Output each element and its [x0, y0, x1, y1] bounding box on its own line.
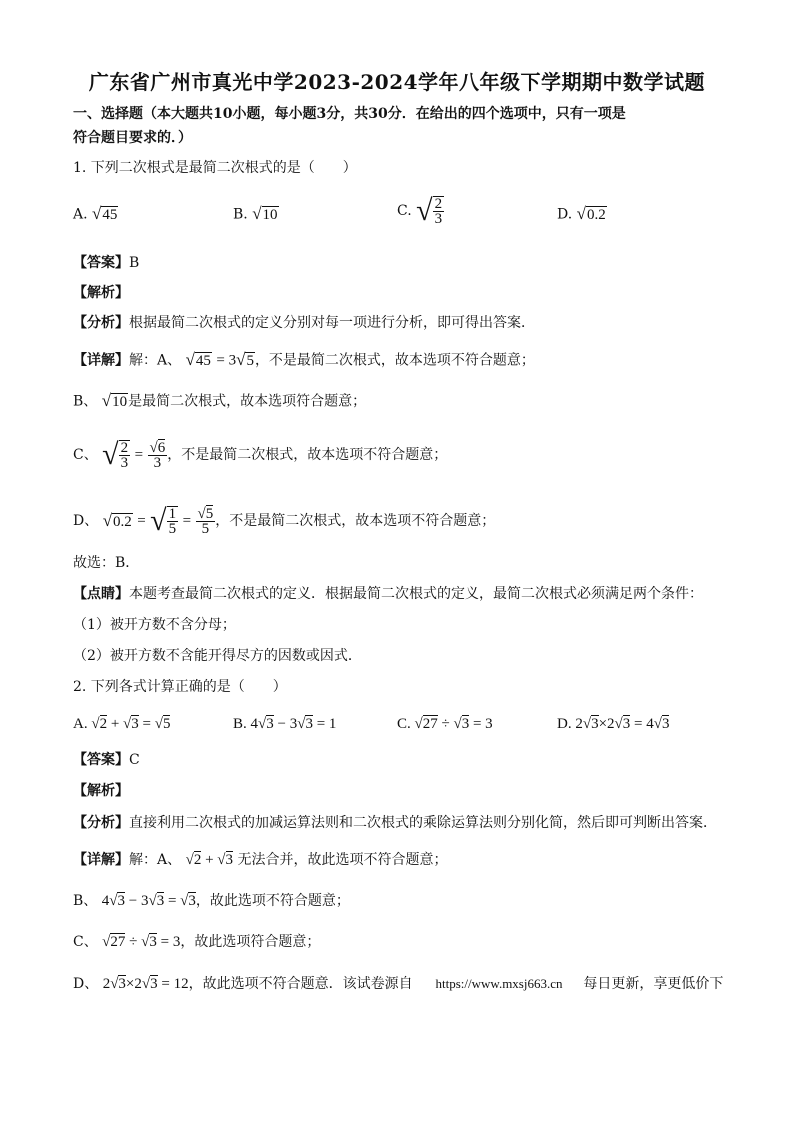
- q2-option-c: [397, 714, 493, 734]
- q2-stem: 2. 下列各式计算正确的是（ ）: [73, 679, 287, 695]
- q2-fenxi: [73, 813, 717, 833]
- q1-option-b: [233, 204, 279, 225]
- q2-detail-d-post: ，故此选项不符合题意．该试卷源自: [188, 976, 413, 992]
- q2-option-a-expr: √2 + √3 = √5: [91, 716, 171, 732]
- q2-option-b-label: B.: [233, 716, 247, 732]
- q1-detail-a: [73, 350, 535, 371]
- q1-option-c-numerator: 2: [434, 196, 443, 212]
- q1-detail-a-radicand: 45: [195, 353, 211, 369]
- q1-detail-a-radical2: √5: [236, 350, 254, 369]
- q2-detail-a-pre: 解：A、: [129, 852, 182, 868]
- q1-detail-d-rden: 5: [201, 520, 210, 537]
- q1-detail-c-result: $\frac{√6}{3}$: [149, 439, 166, 471]
- q2-answer-value: C: [129, 752, 140, 768]
- q1-detail-c-radical: √ $\frac{2}{3}$: [102, 438, 129, 471]
- q1-detail-c-eq: =: [134, 447, 144, 463]
- section-heading: 一、选择题（本大题共10小题，每小题3分，共30分．在给出的四个选项中，只有一项是: [73, 106, 626, 122]
- q1-detail-b-post: 是最简二次根式，故本选项符合题意；: [128, 393, 367, 410]
- q2-detail-c-pre: C、: [73, 934, 98, 950]
- q2-detail-c: [73, 932, 320, 952]
- q1-option-b-radical: √10: [252, 204, 278, 223]
- q1-fenxi-tag: 【分析】: [73, 315, 129, 331]
- q1-option-a-radical: √45: [92, 204, 118, 223]
- q1-detail-c-num: 2: [120, 440, 129, 456]
- q1-detail-a-eq: = 3: [216, 352, 237, 369]
- q1-fenxi: [73, 313, 535, 333]
- q1-detail-b-radicand: 10: [112, 394, 128, 410]
- q1-fenxi-text: 根据最简二次根式的定义分别对每一项进行分析，即可得出答案．: [129, 315, 535, 331]
- q2-analysis-tag: 【解析】: [73, 783, 129, 799]
- q1-option-d-radical: √0.2: [576, 204, 606, 223]
- q1-condition-1: （1）被开方数不含分母；: [73, 617, 236, 633]
- q2-fenxi-tag: 【分析】: [73, 815, 129, 831]
- q2-detail-a: [73, 850, 447, 870]
- q1-detail-c-rnum: 6: [157, 439, 166, 456]
- q2-detail-b-expr: 4√3 − 3√3 = √3: [101, 893, 196, 909]
- q2-detail-tag: 【详解】: [73, 852, 129, 868]
- q1-option-a: [73, 204, 118, 225]
- q2-detail-d: [73, 974, 723, 994]
- q1-detail-d-radical-frac: √ $\frac{1}{5}$: [150, 504, 177, 537]
- q2-option-b: [233, 714, 336, 734]
- q2-detail-b-pre: B、: [73, 893, 98, 909]
- q2-option-a-label: A.: [73, 716, 88, 732]
- q1-detail-c-den: 3: [120, 455, 129, 471]
- q2-detail-a-post: 无法合并，故此选项不符合题意；: [237, 852, 448, 868]
- q2-detail-b: [73, 891, 350, 911]
- q1-detail-c-rden: 3: [153, 454, 162, 471]
- q1-detail-d-result: $\frac{√5}{5}$: [197, 505, 214, 537]
- q1-option-c-denominator: 3: [434, 211, 443, 227]
- q1-option-a-radicand: 45: [102, 207, 118, 223]
- q1-detail-d-rnum: 5: [205, 505, 214, 522]
- q1-detail-c-post: ，不是最简二次根式，故本选项不符合题意；: [167, 447, 448, 463]
- q1-detail-c-pre: C、: [73, 447, 98, 463]
- q1-option-c-label: C.: [397, 203, 412, 219]
- q1-detail-d-radical: √0.2: [102, 510, 132, 530]
- q2-option-c-label: C.: [397, 716, 411, 732]
- footer-url-link[interactable]: https://www.mxsj663.cn: [435, 976, 563, 991]
- q1-detail-b: [73, 391, 366, 412]
- q1-answer-value: B: [129, 255, 140, 271]
- q2-detail-b-post: ，故此选项不符合题意；: [195, 893, 350, 909]
- q2-option-d: [557, 714, 669, 734]
- q1-option-d-radicand: 0.2: [586, 207, 606, 223]
- q2-detail-c-expr: √27 ÷ √3 = 3: [102, 934, 181, 950]
- q2-option-c-expr: √27 ÷ √3 = 3: [414, 716, 493, 732]
- q1-detail-d-den: 5: [168, 521, 177, 537]
- q1-detail-a-post: ，不是最简二次根式，故本选项不符合题意；: [254, 352, 535, 369]
- q1-detail-a-pre: 解：A、: [129, 352, 182, 369]
- q1-stem: 1. 下列二次根式是最简二次根式的是（ ）: [73, 160, 357, 176]
- q1-option-c-radical: √ $\frac{2}{3}$: [416, 194, 443, 227]
- q1-detail-d-post: ，不是最简二次根式，故本选项不符合题意；: [215, 513, 496, 529]
- q1-dianjing: [73, 584, 703, 604]
- q2-detail-d-pre: D、: [73, 976, 99, 992]
- q1-dianjing-text: 本题考查最简二次根式的定义．根据最简二次根式的定义，最简二次根式必须满足两个条件：: [129, 586, 703, 602]
- q1-option-c: [397, 196, 444, 226]
- q1-option-b-label: B.: [233, 206, 248, 223]
- q1-detail-d: [73, 506, 495, 536]
- q1-detail-d-num: 1: [168, 506, 177, 522]
- q1-option-a-label: A.: [73, 206, 88, 223]
- q2-detail-c-post: ，故此选项符合题意；: [180, 934, 321, 950]
- q1-detail-d-eq2: =: [182, 513, 192, 529]
- q2-option-d-expr: 2√3×2√3 = 4√3: [575, 716, 670, 732]
- q1-detail-c: [73, 440, 447, 470]
- q1-dianjing-tag: 【点睛】: [73, 586, 129, 602]
- q2-option-a: [73, 714, 170, 734]
- q1-detail-a-radical: √45: [185, 350, 211, 369]
- q1-option-d: [557, 204, 607, 225]
- section-heading-cont: 符合题目要求的．）: [73, 130, 192, 146]
- q1-analysis-tag: 【解析】: [73, 285, 129, 301]
- q1-detail-b-pre: B、: [73, 393, 98, 410]
- q1-detail-tag: 【详解】: [73, 352, 129, 369]
- q2-fenxi-text: 直接利用二次根式的加减运算法则和二次根式的乘除运算法则分别化简，然后即可判断出答案．: [129, 815, 717, 831]
- q1-detail-d-eq: =: [137, 513, 146, 529]
- q1-condition-2: （2）被开方数不含能开得尽方的因数或因式．: [73, 648, 362, 664]
- q1-answer: [73, 253, 139, 273]
- q2-option-b-expr: 4√3 − 3√3 = 1: [250, 716, 337, 732]
- q1-detail-d-pre: D、: [73, 513, 99, 529]
- q2-answer: [73, 750, 140, 770]
- q1-option-b-radicand: 10: [262, 207, 278, 223]
- q1-answer-tag: 【答案】: [73, 255, 129, 271]
- q2-answer-tag: 【答案】: [73, 752, 129, 768]
- q1-detail-a-radicand2: 5: [246, 353, 254, 369]
- q2-detail-d-expr: 2√3×2√3 = 12: [102, 976, 189, 992]
- q2-option-d-label: D.: [557, 716, 572, 732]
- q1-option-d-label: D.: [557, 206, 573, 223]
- q1-detail-b-radical: √10: [101, 391, 128, 410]
- footer-promo-text: 每日更新，享更低价下: [583, 976, 724, 992]
- q1-detail-d-radicand: 0.2: [113, 513, 132, 530]
- q2-detail-a-expr: √2 + √3: [185, 852, 234, 868]
- page-title: 广东省广州市真光中学2023-2024学年八年级下学期期中数学试题: [88, 70, 706, 94]
- q1-conclusion: 故选：B．: [73, 555, 140, 571]
